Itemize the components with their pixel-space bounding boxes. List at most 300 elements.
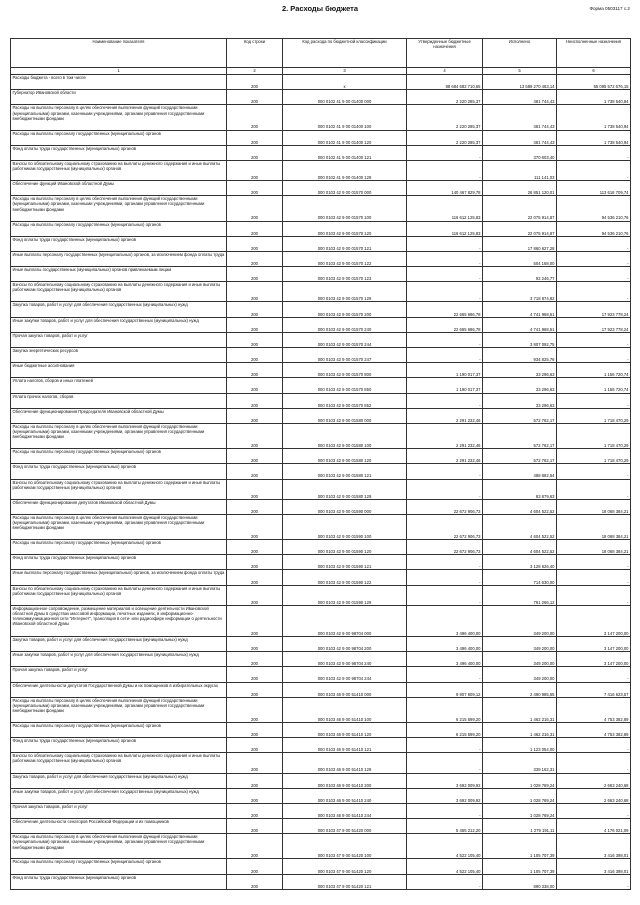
row-executed: 33 296,63 bbox=[483, 393, 557, 408]
row-executed: 890 338,00 bbox=[483, 874, 557, 889]
row-line-code: 200 bbox=[227, 317, 283, 332]
row-unexecuted: 4 753 382,89 bbox=[557, 697, 631, 722]
form-code: Форма 0503117 с.2 bbox=[589, 6, 630, 11]
row-approved: 3 496 400,00 bbox=[407, 637, 483, 652]
row-name: Взносы по обязательному социальному страхованию на выплаты денежного содержания и иные выплаты работникам государственных (муниципальных) органов bbox=[11, 479, 227, 499]
row-line-code: 200 bbox=[227, 682, 283, 697]
row-name: Обеспечение функций Ивановской областной Думы bbox=[11, 181, 227, 196]
row-approved: - bbox=[407, 251, 483, 266]
table-row bbox=[11, 753, 631, 773]
row-executed: 488 882,54 bbox=[483, 464, 557, 479]
table-row bbox=[11, 605, 631, 636]
row-executed: 2 490 985,55 bbox=[483, 682, 557, 697]
row-executed: 349 200,00 bbox=[483, 605, 557, 636]
row-executed: 111 141,03 bbox=[483, 160, 557, 180]
table-row bbox=[11, 423, 631, 448]
row-approved: 4 522 105,40 bbox=[407, 859, 483, 874]
row-line-code: 200 bbox=[227, 605, 283, 636]
row-unexecuted: 1 718 470,29 bbox=[557, 408, 631, 423]
row-line-code: 200 bbox=[227, 722, 283, 737]
row-name: Обеспечение функционирования депутатов Ивановской областной Думы bbox=[11, 499, 227, 514]
table-row bbox=[11, 236, 631, 251]
row-executed: 572 762,17 bbox=[483, 449, 557, 464]
row-line-code: 200 bbox=[227, 302, 283, 317]
row-executed: 481 744,43 bbox=[483, 130, 557, 145]
row-line-code: 200 bbox=[227, 555, 283, 570]
row-class-code: 000 0103 46 9 00 51410 200 bbox=[283, 773, 407, 788]
row-name: Обеспечение функционирования Председателя Ивановской областной Думы bbox=[11, 408, 227, 423]
row-unexecuted: - bbox=[557, 236, 631, 251]
row-name: Взносы по обязательному социальному страхованию на выплаты денежного содержания и иные выплаты работникам государственных (муниципальных) органов bbox=[11, 282, 227, 302]
row-class-code: 000 0103 42 9 00 01570 800 bbox=[283, 363, 407, 378]
row-name: Расходы на выплаты персоналу в целях обеспечения выполнения функций государственными (муниципальными) органами, казенными учреждениями, органами управления государственными внебюджетными фондами bbox=[11, 514, 227, 539]
row-name: Взносы по обязательному социальному страхованию на выплаты денежного содержания и иные выплаты работникам государственных (муниципальных) органов bbox=[11, 585, 227, 605]
row-approved: 5 455 212,20 bbox=[407, 819, 483, 834]
row-name: Расходы на выплаты персоналу в целях обеспечения выполнения функций государственными (муниципальными) органами, казенными учреждениями, органами управления государственными внебюджетными фондами bbox=[11, 423, 227, 448]
row-unexecuted: 55 095 572 676,15 bbox=[557, 75, 631, 90]
row-name: Фонд оплаты труда государственных (муниципальных) органов bbox=[11, 464, 227, 479]
row-approved: - bbox=[407, 585, 483, 605]
table-row bbox=[11, 738, 631, 753]
row-class-code: 000 0103 42 9 00 01570 247 bbox=[283, 348, 407, 363]
table-row bbox=[11, 570, 631, 585]
row-executed: 714 630,00 bbox=[483, 570, 557, 585]
row-unexecuted: 17 923 778,24 bbox=[557, 317, 631, 332]
row-unexecuted: 3 147 200,00 bbox=[557, 637, 631, 652]
row-executed: 349 200,00 bbox=[483, 667, 557, 682]
table-row bbox=[11, 499, 631, 514]
table-row bbox=[11, 282, 631, 302]
table-row bbox=[11, 540, 631, 555]
row-approved: - bbox=[407, 555, 483, 570]
row-approved: - bbox=[407, 570, 483, 585]
table-row bbox=[11, 819, 631, 834]
row-executed: 3 807 092,75 bbox=[483, 332, 557, 347]
row-unexecuted: - bbox=[557, 585, 631, 605]
table-row bbox=[11, 221, 631, 236]
row-approved: - bbox=[407, 236, 483, 251]
row-line-code: 200 bbox=[227, 697, 283, 722]
row-line-code: 200 bbox=[227, 788, 283, 803]
row-class-code: 000 0103 42 9 00 01570 000 bbox=[283, 181, 407, 196]
row-executed: 92 246,77 bbox=[483, 267, 557, 282]
row-unexecuted: 1 738 540,94 bbox=[557, 90, 631, 105]
row-class-code: 000 0103 42 9 00 01590 129 bbox=[283, 585, 407, 605]
row-unexecuted: - bbox=[557, 464, 631, 479]
row-unexecuted: 4 176 021,09 bbox=[557, 819, 631, 834]
row-line-code: 200 bbox=[227, 773, 283, 788]
row-class-code: 000 0103 46 9 00 51410 240 bbox=[283, 788, 407, 803]
row-approved: - bbox=[407, 393, 483, 408]
row-approved: 22 672 906,73 bbox=[407, 499, 483, 514]
row-name: Иные выплаты государственных (муниципальных) органов привлекаемым лицам bbox=[11, 267, 227, 282]
row-approved: 140 467 829,78 bbox=[407, 181, 483, 196]
table-row bbox=[11, 874, 631, 889]
row-unexecuted: 3 416 398,01 bbox=[557, 859, 631, 874]
row-class-code: 000 0103 46 9 00 51410 000 bbox=[283, 682, 407, 697]
row-class-code: 000 0103 46 9 00 51410 120 bbox=[283, 722, 407, 737]
row-name: Расходы на выплаты персоналу в целях обеспечения выполнения функций государственными (муниципальными) органами, казенными учреждениями, органами управления государственными внебюджетными фондами bbox=[11, 196, 227, 221]
table-row bbox=[11, 393, 631, 408]
row-executed: 481 744,43 bbox=[483, 90, 557, 105]
row-name: Прочая закупка товаров, работ и услуг bbox=[11, 667, 227, 682]
row-name: Фонд оплаты труда государственных (муниципальных) органов bbox=[11, 236, 227, 251]
row-class-code: 000 0103 42 9 00 01570 122 bbox=[283, 251, 407, 266]
row-approved: - bbox=[407, 479, 483, 499]
table-row bbox=[11, 181, 631, 196]
row-approved: 88 684 682 710,65 bbox=[407, 75, 483, 90]
row-line-code: 200 bbox=[227, 499, 283, 514]
table-row bbox=[11, 479, 631, 499]
row-approved: - bbox=[407, 464, 483, 479]
row-executed: 1 462 216,31 bbox=[483, 697, 557, 722]
row-unexecuted: 18 068 384,21 bbox=[557, 499, 631, 514]
row-name: Закупка энергетических ресурсов bbox=[11, 348, 227, 363]
row-name: Взносы по обязательному социальному страхованию на выплаты денежного содержания и иные выплаты работникам государственных (муниципальных) органов bbox=[11, 160, 227, 180]
table-row bbox=[11, 90, 631, 105]
row-class-code: 000 0103 42 9 00 01580 121 bbox=[283, 464, 407, 479]
row-unexecuted: - bbox=[557, 667, 631, 682]
row-line-code: 200 bbox=[227, 90, 283, 105]
row-class-code: 000 0103 42 9 00 01590 121 bbox=[283, 555, 407, 570]
row-line-code: 200 bbox=[227, 570, 283, 585]
row-class-code: 000 0103 42 9 00 01570 100 bbox=[283, 196, 407, 221]
table-row bbox=[11, 637, 631, 652]
col-header-unexecuted: Неисполненные назначения bbox=[557, 39, 631, 68]
row-name: Фонд оплаты труда государственных (муниципальных) органов bbox=[11, 874, 227, 889]
row-line-code: 200 bbox=[227, 540, 283, 555]
row-unexecuted: 4 753 382,89 bbox=[557, 722, 631, 737]
row-unexecuted: - bbox=[557, 753, 631, 773]
row-class-code: 000 0103 46 9 00 51410 100 bbox=[283, 697, 407, 722]
row-name: Информационное сопровождение, размещение материалов и освещение деятельности Ивановской областной Думы в средствах массовой информации, печатных изданиях, в информационно-телекоммуникационной сети "Интернет", трансляция в сети- или радиоэфире информации о деятельности Ивановской областной Думы bbox=[11, 605, 227, 636]
row-unexecuted: 94 536 210,76 bbox=[557, 221, 631, 236]
table-row bbox=[11, 667, 631, 682]
row-class-code: 000 0103 42 9 00 01590 122 bbox=[283, 570, 407, 585]
row-executed: 1 123 054,00 bbox=[483, 738, 557, 753]
page-title: 2. Расходы бюджета bbox=[281, 4, 359, 13]
row-class-code: 000 0103 47 9 00 51420 120 bbox=[283, 859, 407, 874]
row-class-code: 000 0103 42 9 00 98704 244 bbox=[283, 667, 407, 682]
row-approved: 2 220 285,37 bbox=[407, 130, 483, 145]
table-row bbox=[11, 130, 631, 145]
row-executed: 4 604 522,52 bbox=[483, 499, 557, 514]
row-line-code: 200 bbox=[227, 585, 283, 605]
row-unexecuted: 3 147 200,00 bbox=[557, 605, 631, 636]
row-name: Фонд оплаты труда государственных (муниципальных) органов bbox=[11, 555, 227, 570]
table-row bbox=[11, 682, 631, 697]
row-unexecuted: 1 738 540,94 bbox=[557, 105, 631, 130]
row-executed: 1 105 707,39 bbox=[483, 859, 557, 874]
table-row bbox=[11, 722, 631, 737]
row-executed: 26 851 120,01 bbox=[483, 181, 557, 196]
table-row bbox=[11, 196, 631, 221]
row-executed: 1 028 769,24 bbox=[483, 788, 557, 803]
row-class-code: 000 0102 41 9 00 01400 100 bbox=[283, 105, 407, 130]
col-header-name: Наименование показателя bbox=[11, 39, 227, 68]
row-class-code: 000 0103 42 9 00 01570 120 bbox=[283, 221, 407, 236]
row-executed: 349 200,00 bbox=[483, 652, 557, 667]
row-approved: - bbox=[407, 160, 483, 180]
row-line-code: 200 bbox=[227, 859, 283, 874]
table-row bbox=[11, 145, 631, 160]
row-name: Иные закупки товаров, работ и услуг для обеспечения государственных (муниципальных) нужд bbox=[11, 317, 227, 332]
row-approved: 3 496 400,00 bbox=[407, 605, 483, 636]
row-line-code: 200 bbox=[227, 738, 283, 753]
row-class-code: 000 0103 42 9 00 01570 121 bbox=[283, 236, 407, 251]
row-approved: - bbox=[407, 753, 483, 773]
row-approved: - bbox=[407, 348, 483, 363]
table-row bbox=[11, 449, 631, 464]
row-line-code: 200 bbox=[227, 834, 283, 859]
row-class-code: 000 0103 42 9 00 98704 200 bbox=[283, 637, 407, 652]
row-class-code: 000 0103 42 9 00 01590 100 bbox=[283, 514, 407, 539]
row-unexecuted: 3 147 200,00 bbox=[557, 652, 631, 667]
table-row bbox=[11, 697, 631, 722]
row-line-code: 200 bbox=[227, 130, 283, 145]
table-row bbox=[11, 302, 631, 317]
row-executed: 572 762,17 bbox=[483, 423, 557, 448]
row-name: Закупка товаров, работ и услуг для обеспечения государственных (муниципальных) нужд bbox=[11, 773, 227, 788]
row-executed: 1 105 707,39 bbox=[483, 834, 557, 859]
row-approved: 2 291 232,46 bbox=[407, 423, 483, 448]
table-body bbox=[11, 75, 631, 890]
row-executed: 481 744,43 bbox=[483, 105, 557, 130]
row-class-code: 000 0103 46 9 00 51410 244 bbox=[283, 803, 407, 818]
table-row bbox=[11, 267, 631, 282]
row-unexecuted: 1 718 470,29 bbox=[557, 423, 631, 448]
row-class-code: 000 0102 41 9 00 01400 000 bbox=[283, 90, 407, 105]
row-name: Иные закупки товаров, работ и услуг для обеспечения государственных (муниципальных) нужд bbox=[11, 652, 227, 667]
row-unexecuted: 3 416 398,01 bbox=[557, 834, 631, 859]
row-name: Расходы на выплаты персоналу государственных (муниципальных) органов bbox=[11, 449, 227, 464]
table-row bbox=[11, 859, 631, 874]
col-header-approved: Утвержденные бюджетные назначения bbox=[407, 39, 483, 68]
row-approved: 1 190 017,37 bbox=[407, 378, 483, 393]
col-number: 4 bbox=[407, 68, 483, 75]
row-class-code: 000 0103 42 9 00 01570 850 bbox=[283, 378, 407, 393]
table-row bbox=[11, 317, 631, 332]
table-header bbox=[11, 39, 631, 75]
row-executed: 3 718 874,82 bbox=[483, 282, 557, 302]
row-approved: - bbox=[407, 667, 483, 682]
row-line-code: 200 bbox=[227, 332, 283, 347]
row-class-code: 000 0103 46 9 00 51410 121 bbox=[283, 738, 407, 753]
row-approved: 116 612 125,83 bbox=[407, 196, 483, 221]
row-line-code: 200 bbox=[227, 667, 283, 682]
row-line-code: 200 bbox=[227, 105, 283, 130]
row-class-code: 000 0102 41 9 00 01400 121 bbox=[283, 145, 407, 160]
row-executed: 22 075 914,87 bbox=[483, 221, 557, 236]
table-row bbox=[11, 408, 631, 423]
row-unexecuted: - bbox=[557, 570, 631, 585]
row-name: Расходы бюджета - всего в том числе bbox=[11, 75, 227, 90]
row-line-code: 200 bbox=[227, 423, 283, 448]
row-name: Иные закупки товаров, работ и услуг для обеспечения государственных (муниципальных) нужд bbox=[11, 788, 227, 803]
row-executed: 83 879,63 bbox=[483, 479, 557, 499]
row-class-code: 000 0103 42 9 00 01570 129 bbox=[283, 282, 407, 302]
row-name: Прочая закупка товаров, работ и услуг bbox=[11, 332, 227, 347]
table-row bbox=[11, 160, 631, 180]
row-name: Взносы по обязательному социальному страхованию на выплаты денежного содержания и иные выплаты работникам государственных (муниципальных) органов bbox=[11, 753, 227, 773]
row-unexecuted: - bbox=[557, 348, 631, 363]
col-header-class-code: Код расхода по бюджетной классификации bbox=[283, 39, 407, 68]
column-number-row bbox=[11, 68, 631, 75]
row-executed: 4 741 968,51 bbox=[483, 302, 557, 317]
row-name: Иные выплаты персоналу государственных (муниципальных) органов, за исключением фонда оплаты труда bbox=[11, 570, 227, 585]
row-line-code: 200 bbox=[227, 393, 283, 408]
row-executed: 4 604 522,52 bbox=[483, 514, 557, 539]
row-executed: 934 825,76 bbox=[483, 348, 557, 363]
row-line-code: 200 bbox=[227, 348, 283, 363]
col-number: 3 bbox=[283, 68, 407, 75]
table-row bbox=[11, 105, 631, 130]
row-line-code: 200 bbox=[227, 181, 283, 196]
row-executed: 1 028 769,24 bbox=[483, 773, 557, 788]
row-approved: 3 692 009,92 bbox=[407, 773, 483, 788]
row-line-code: 200 bbox=[227, 282, 283, 302]
row-class-code: 000 0102 41 9 00 01400 120 bbox=[283, 130, 407, 145]
row-line-code: 200 bbox=[227, 464, 283, 479]
row-unexecuted: - bbox=[557, 251, 631, 266]
col-number: 6 bbox=[557, 68, 631, 75]
table-row bbox=[11, 788, 631, 803]
row-executed: 370 603,40 bbox=[483, 145, 557, 160]
row-name: Расходы на выплаты персоналу государственных (муниципальных) органов bbox=[11, 540, 227, 555]
row-executed: 22 075 914,87 bbox=[483, 196, 557, 221]
table-row bbox=[11, 363, 631, 378]
row-approved: 2 291 232,46 bbox=[407, 449, 483, 464]
row-unexecuted: 94 536 210,76 bbox=[557, 196, 631, 221]
row-class-code: 000 0103 42 9 00 01570 240 bbox=[283, 317, 407, 332]
row-executed: 761 266,12 bbox=[483, 585, 557, 605]
row-line-code: 200 bbox=[227, 145, 283, 160]
row-executed: 4 741 968,51 bbox=[483, 317, 557, 332]
row-line-code: 200 bbox=[227, 221, 283, 236]
row-class-code: 000 0103 42 9 00 01580 120 bbox=[283, 449, 407, 464]
row-unexecuted: - bbox=[557, 145, 631, 160]
row-line-code: 200 bbox=[227, 267, 283, 282]
row-class-code: 000 0103 42 9 00 01580 000 bbox=[283, 408, 407, 423]
row-unexecuted: - bbox=[557, 874, 631, 889]
row-line-code: 200 bbox=[227, 75, 283, 90]
row-unexecuted: 18 068 384,21 bbox=[557, 514, 631, 539]
row-executed: 4 604 522,52 bbox=[483, 540, 557, 555]
row-class-code: 000 0103 42 9 00 01570 852 bbox=[283, 393, 407, 408]
row-line-code: 200 bbox=[227, 236, 283, 251]
row-approved: 22 665 686,78 bbox=[407, 317, 483, 332]
row-class-code: 000 0103 42 9 00 98704 240 bbox=[283, 652, 407, 667]
row-unexecuted: 1 156 720,74 bbox=[557, 363, 631, 378]
row-line-code: 200 bbox=[227, 251, 283, 266]
row-name: Обеспечение деятельности сенаторов Российской Федерации и их помощников bbox=[11, 819, 227, 834]
row-executed: 572 762,17 bbox=[483, 408, 557, 423]
row-class-code: 000 0103 42 9 00 01570 123 bbox=[283, 267, 407, 282]
row-unexecuted: 7 416 623,57 bbox=[557, 682, 631, 697]
row-name: Губернатор Ивановской области bbox=[11, 90, 227, 105]
row-line-code: 200 bbox=[227, 753, 283, 773]
row-name: Фонд оплаты труда государственных (муниципальных) органов bbox=[11, 738, 227, 753]
row-line-code: 200 bbox=[227, 514, 283, 539]
row-name: Обеспечение деятельности депутатов Государственной Думы и их помощников в избирательных округах bbox=[11, 682, 227, 697]
col-header-executed: Исполнено bbox=[483, 39, 557, 68]
table-row bbox=[11, 348, 631, 363]
row-name: Расходы на выплаты персоналу государственных (муниципальных) органов bbox=[11, 722, 227, 737]
row-name: Расходы на выплаты персоналу в целях обеспечения выполнения функций государственными (муниципальными) органами, казенными учреждениями, органами управления государственными внебюджетными фондами bbox=[11, 105, 227, 130]
row-approved: 1 190 017,37 bbox=[407, 363, 483, 378]
table-row bbox=[11, 332, 631, 347]
row-approved: 4 522 105,40 bbox=[407, 834, 483, 859]
row-approved: 2 220 285,37 bbox=[407, 105, 483, 130]
row-class-code: 000 0103 47 9 00 51420 100 bbox=[283, 834, 407, 859]
row-approved: 6 215 599,20 bbox=[407, 722, 483, 737]
row-name: Расходы на выплаты персоналу государственных (муниципальных) органов bbox=[11, 859, 227, 874]
row-approved: 116 612 125,83 bbox=[407, 221, 483, 236]
row-unexecuted: 1 718 470,29 bbox=[557, 449, 631, 464]
row-unexecuted: 18 068 384,21 bbox=[557, 540, 631, 555]
row-line-code: 200 bbox=[227, 363, 283, 378]
row-line-code: 200 bbox=[227, 874, 283, 889]
row-executed: 349 200,00 bbox=[483, 637, 557, 652]
row-unexecuted: 1 738 540,94 bbox=[557, 130, 631, 145]
row-approved: 22 665 686,78 bbox=[407, 302, 483, 317]
row-approved: - bbox=[407, 803, 483, 818]
row-unexecuted: 2 663 240,68 bbox=[557, 773, 631, 788]
table-row bbox=[11, 75, 631, 90]
row-executed: 33 296,63 bbox=[483, 378, 557, 393]
row-line-code: 200 bbox=[227, 160, 283, 180]
row-approved: - bbox=[407, 738, 483, 753]
row-unexecuted: 2 663 240,68 bbox=[557, 788, 631, 803]
row-approved: 3 692 009,92 bbox=[407, 788, 483, 803]
row-line-code: 200 bbox=[227, 449, 283, 464]
row-unexecuted: - bbox=[557, 479, 631, 499]
row-name: Уплата налогов, сборов и иных платежей bbox=[11, 378, 227, 393]
row-name: Расходы на выплаты персоналу в целях обеспечения выполнения функций государственными (муниципальными) органами, казенными учреждениями, органами управления государственными внебюджетными фондами bbox=[11, 834, 227, 859]
row-approved: 3 496 400,00 bbox=[407, 652, 483, 667]
row-name: Иные выплаты персоналу государственных (муниципальных) органов, за исключением фонда оплаты труда bbox=[11, 251, 227, 266]
table-row bbox=[11, 834, 631, 859]
col-number: 1 bbox=[11, 68, 227, 75]
row-approved: - bbox=[407, 267, 483, 282]
row-class-code: 000 0103 42 9 00 98704 000 bbox=[283, 605, 407, 636]
row-class-code: 000 0103 47 9 00 51420 121 bbox=[283, 874, 407, 889]
row-unexecuted: - bbox=[557, 738, 631, 753]
row-line-code: 200 bbox=[227, 803, 283, 818]
row-line-code: 200 bbox=[227, 652, 283, 667]
row-line-code: 200 bbox=[227, 378, 283, 393]
row-executed: 33 296,63 bbox=[483, 363, 557, 378]
row-class-code: 000 0103 47 9 00 51420 000 bbox=[283, 819, 407, 834]
row-approved: - bbox=[407, 874, 483, 889]
row-executed: 1 462 216,31 bbox=[483, 722, 557, 737]
row-unexecuted: 113 616 709,74 bbox=[557, 181, 631, 196]
row-class-code: 000 0102 41 9 00 01400 129 bbox=[283, 160, 407, 180]
col-number: 5 bbox=[483, 68, 557, 75]
row-executed: 13 589 270 463,14 bbox=[483, 75, 557, 90]
row-name: Фонд оплаты труда государственных (муниципальных) органов bbox=[11, 145, 227, 160]
row-unexecuted: - bbox=[557, 332, 631, 347]
row-approved: - bbox=[407, 145, 483, 160]
row-unexecuted: - bbox=[557, 160, 631, 180]
row-unexecuted: - bbox=[557, 803, 631, 818]
col-number: 2 bbox=[227, 68, 283, 75]
table-row bbox=[11, 514, 631, 539]
row-class-code: 000 0103 42 9 00 01590 000 bbox=[283, 499, 407, 514]
row-class-code: 000 0103 42 9 00 01580 129 bbox=[283, 479, 407, 499]
row-name: Уплата прочих налогов, сборов bbox=[11, 393, 227, 408]
row-approved: 22 672 906,73 bbox=[407, 540, 483, 555]
